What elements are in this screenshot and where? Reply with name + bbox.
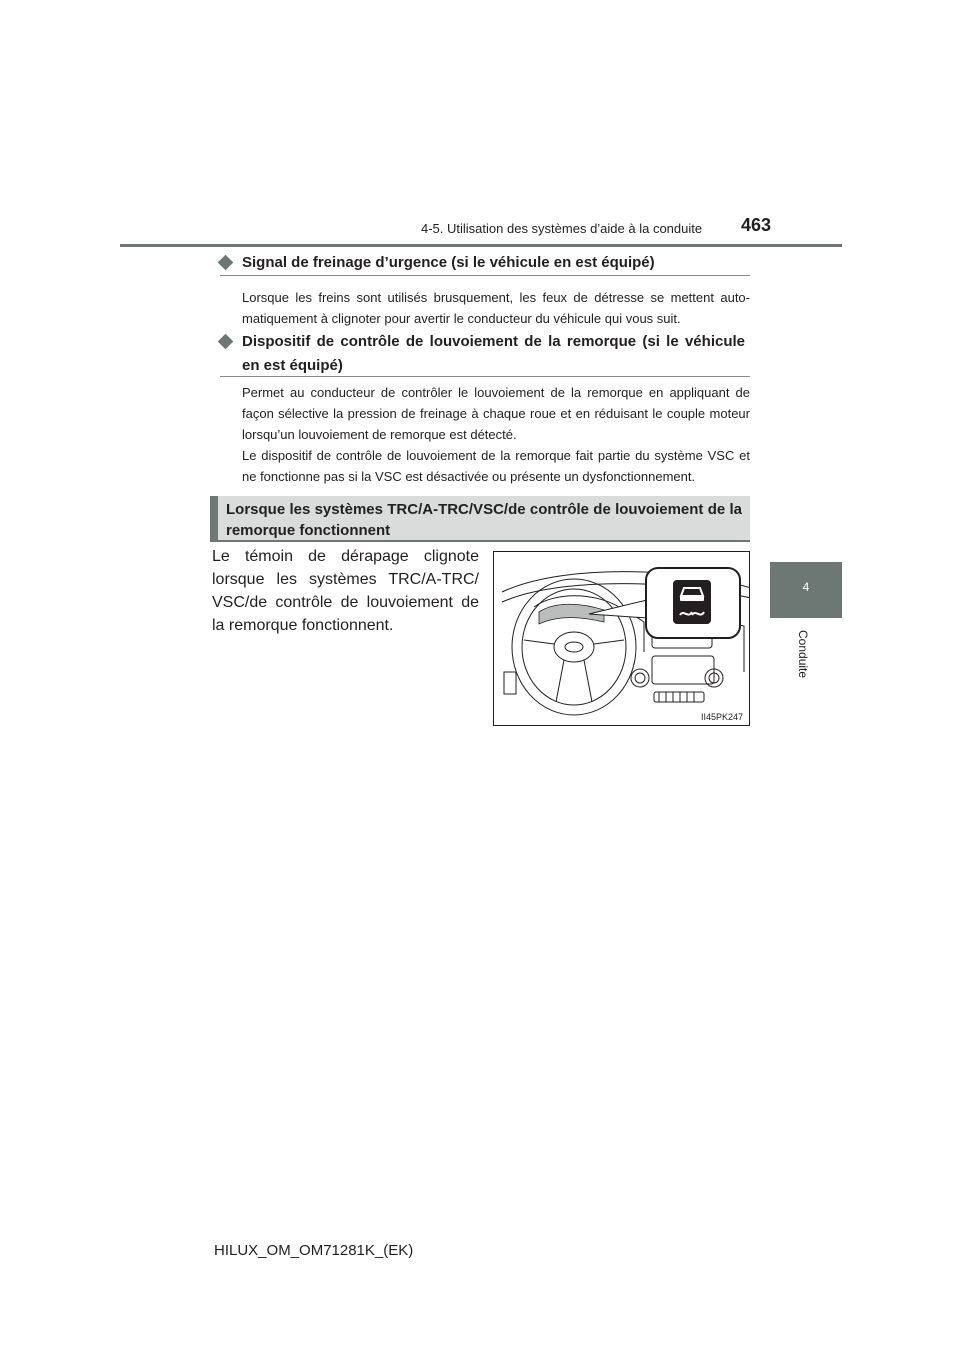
dashboard-illustration xyxy=(493,551,750,726)
dashboard-drawing xyxy=(494,552,750,726)
footer-document-code: HILUX_OM_OM71281K_(EK) xyxy=(214,1242,414,1259)
section-rule xyxy=(220,275,750,276)
box-heading: Lorsque les systèmes TRC/A-TRC/VSC/de contrôle de louvoiement de la remorque fonctionnent xyxy=(210,496,750,542)
section-heading-text: Dispositif de contrôle de louvoiement de la remorque (si le véhicule en est équipé) xyxy=(242,333,745,374)
page-number: 463 xyxy=(741,215,772,235)
body-text: Le témoin de dérapage clignote lorsque les systèmes TRC/A-TRC/ VSC/de contrôle de louvoiement de la remorque fonctionnent. xyxy=(212,548,479,634)
paragraph: Le dispositif de contrôle de louvoiement de la remorque fait partie du système VSC et ne fonctionne pas si la VSC est désactivée ou présente un dysfonctionnement. xyxy=(242,448,750,484)
section-heading-emergency-brake-signal xyxy=(220,251,750,275)
section-rule xyxy=(220,376,750,377)
chapter-number: 4 xyxy=(802,580,810,594)
paragraph: Permet au conducteur de contrôler le louvoiement de la remorque en appliquant de façon sélective la pression de freinage à chaque roue et en réduisant le couple moteur lorsqu’un louvoiement de remorque est détecté. xyxy=(242,385,750,442)
running-header: 4-5. Utilisation des systèmes d’aide à la conduite xyxy=(421,221,703,236)
figure-code: II45PK247 xyxy=(700,712,743,722)
chapter-label: Conduite xyxy=(796,630,810,679)
section-heading-trailer-sway-control xyxy=(220,330,745,378)
header-rule xyxy=(120,244,842,247)
section-heading-text: Signal de freinage d’urgence (si le véhicule en est équipé) xyxy=(242,254,655,271)
slip-indicator-icon xyxy=(673,580,711,624)
paragraph: Lorsque les freins sont utilisés brusquement, les feux de détresse se mettent auto-matiquement à clignoter pour avertir le conducteur du véhicule qui vous suit. xyxy=(242,290,750,326)
chapter-tab xyxy=(770,562,842,618)
